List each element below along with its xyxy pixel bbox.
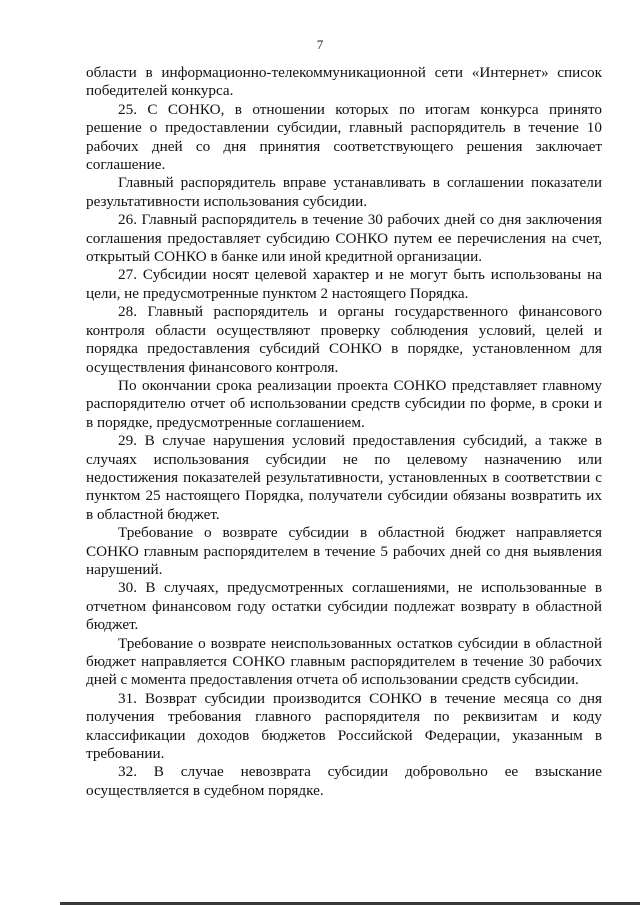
paragraph-28-report: По окончании срока реализации проекта СОНКО представляет главному распорядителю отчет об использовании средств субсидии по форме, в сроки и в порядке, предусмотренные соглашением. <box>86 376 602 431</box>
document-body <box>86 64 602 800</box>
paragraph-26: 26. Главный распорядитель в течение 30 рабочих дней со дня заключения соглашения предоставляет субсидию СОНКО путем ее перечисления на счет, открытый СОНКО в банке или иной кредитной организации. <box>86 211 602 266</box>
paragraph-30: 30. В случаях, предусмотренных соглашениями, не использованные в отчетном финансовом году остатки субсидии подлежат возврату в областной бюджет. <box>86 579 602 634</box>
paragraph-continuation: области в информационно-телекоммуникационной сети «Интернет» список победителей конкурса. <box>86 64 602 100</box>
paragraph-25: 25. С СОНКО, в отношении которых по итогам конкурса принято решение о предоставлении субсидии, главный распорядитель в течение 10 рабочих дней со дня принятия соответствующего решения заключает соглашение. <box>86 100 602 174</box>
paragraph-31: 31. Возврат субсидии производится СОНКО в течение месяца со дня получения требования главного распорядителя по реквизитам и коду классификации доходов бюджетов Российской Федерации, указанным в требовании. <box>86 689 602 763</box>
paragraph-30-demand: Требование о возврате неиспользованных остатков субсидии в областной бюджет направляется СОНКО главным распорядителем в течение 30 рабочих дней с момента предоставления отчета об использовании средств субсидии. <box>86 634 602 689</box>
paragraph-32: 32. В случае невозврата субсидии добровольно ее взыскание осуществляется в судебном порядке. <box>86 763 602 799</box>
paragraph-27: 27. Субсидии носят целевой характер и не могут быть использованы на цели, не предусмотренные пунктом 2 настоящего Порядка. <box>86 266 602 302</box>
page-number: 7 <box>316 37 324 52</box>
paragraph-25-indicators: Главный распорядитель вправе устанавливать в соглашении показатели результативности использования субсидии. <box>86 174 602 210</box>
paragraph-29: 29. В случае нарушения условий предоставления субсидий, а также в случаях использования субсидии не по целевому назначению или недостижения показателей результативности, установленных в соответствии с пунктом 25 настоящего Порядка, получатели субсидии обязаны возвратить их в областной бюджет. <box>86 432 602 523</box>
paragraph-29-demand: Требование о возврате субсидии в областной бюджет направляется СОНКО главным распорядителем в течение 5 рабочих дней со дня выявления нарушений. <box>86 524 602 578</box>
paragraph-28: 28. Главный распорядитель и органы государственного финансового контроля области осуществляют проверку соблюдения условий, целей и порядка предоставления субсидий СОНКО в порядке, установленном для осуществления финансового контроля. <box>86 303 602 376</box>
